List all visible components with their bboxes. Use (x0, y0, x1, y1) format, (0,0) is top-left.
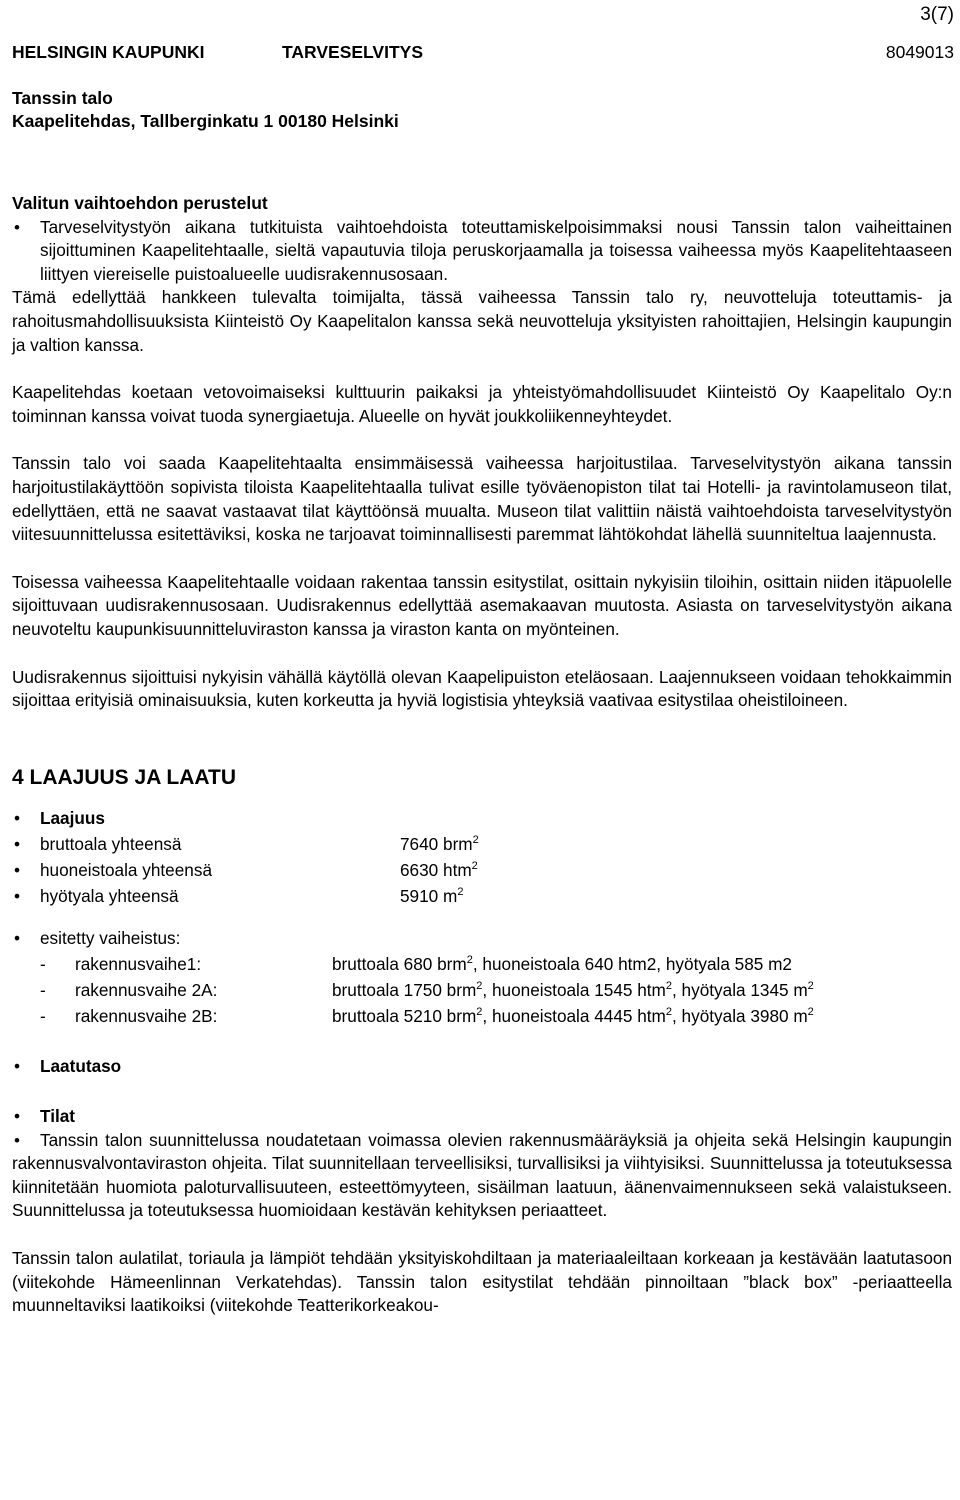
section-heading-laajuus-ja-laatu: 4 LAAJUUS JA LAATU (12, 765, 237, 789)
project-name: Tanssin talo (12, 88, 113, 108)
area-value (400, 860, 478, 880)
area-label: huoneistoala yhteensä (40, 859, 213, 880)
area-value-text: 7640 brm (400, 833, 473, 854)
phase-value-part: , hyötyala 3980 m (672, 1005, 808, 1026)
phase-value-part: bruttoala 1750 brm (332, 979, 477, 1000)
perustelut-list (12, 216, 952, 287)
phase-name: rakennusvaihe 2B: (75, 1005, 218, 1026)
phasing-label: esitetty vaiheistus: (40, 927, 181, 948)
phase-dash: - (40, 979, 46, 1000)
phase-value-part: bruttoala 680 brm (332, 953, 467, 974)
document-number: 8049013 (885, 42, 954, 62)
list-item (12, 805, 952, 831)
phase-value-part: , huoneistoala 640 htm2, hyötyala 585 m2 (472, 953, 792, 974)
area-row (12, 831, 952, 857)
phase-sup: 2 (807, 1005, 814, 1018)
area-label: hyötyala yhteensä (40, 885, 179, 906)
area-row (12, 857, 952, 883)
document-header (12, 42, 954, 64)
area-label: bruttoala yhteensä (40, 833, 182, 854)
tilat-bullet-list (12, 1129, 952, 1223)
laatutaso-list (12, 1053, 952, 1079)
spacer (12, 428, 952, 452)
list-item (12, 1129, 952, 1223)
phase-sup: 2 (476, 1005, 483, 1018)
organization-name: HELSINGIN KAUPUNKI (12, 42, 205, 62)
phase-value-part: bruttoala 5210 brm (332, 1005, 477, 1026)
area-value-text: 5910 m (400, 885, 458, 906)
phase-dash: - (40, 1005, 46, 1026)
list-item (12, 216, 952, 287)
spacer (12, 547, 952, 571)
phase-name: rakennusvaihe1: (75, 953, 202, 974)
spacer (12, 1223, 952, 1247)
area-row (12, 883, 952, 909)
phase-row (12, 1003, 952, 1029)
document-type: TARVESELVITYS (282, 42, 423, 62)
area-value-sup: 2 (471, 859, 478, 872)
spacer (12, 791, 952, 805)
spacer (12, 642, 952, 666)
paragraph-toisessa-vaiheessa: Toisessa vaiheessa Kaapelitehtaalle voidaan rakentaa tanssin esitystilat, osittain nykyisiin tiloihin, osittain niiden itäpuolelle sijoittuvaan uudisrakennusosaan. Uudisrakennus edellyttää asemakaavan muutosta. Asiasta on tarveselvitystyön aikana neuvoteltu kaupunkisuunnitteluviraston kanssa ja viraston kanta on myönteinen. (12, 571, 952, 639)
phasing-list (12, 925, 952, 951)
list-item (12, 925, 952, 951)
paragraph-kaapelitehdas: Kaapelitehdas koetaan vetovoimaiseksi kulttuurin paikaksi ja yhteistyömahdollisuudet Kiinteistö Oy Kaapelitalo Oy:n toiminnan kanssa voivat tuoda synergiaetuja. Alueelle on hyvät joukkoliikenneyhteydet. (12, 382, 952, 426)
area-value (400, 834, 479, 854)
perustelut-bullet-text: Tarveselvitystyön aikana tutkituista vaihtoehdoista toteuttamiskelpoisimmaksi nousi Tanssin talon vaiheittainen sijoittuminen Kaapelitehtaalle, sieltä vapautuvia tiloja peruskorjaamalla ja toisessa vaiheessa myös Kaapelitehtaaseen liittyen viereiselle puistoalueelle uudisrakennusosaan. (40, 216, 952, 284)
page-number: 3(7) (920, 4, 954, 25)
area-value-text: 6630 htm (400, 859, 472, 880)
phase-sup: 2 (665, 1005, 672, 1018)
spacer (12, 713, 952, 765)
phase-value-part: , hyötyala 1345 m (672, 979, 808, 1000)
area-value-sup: 2 (457, 885, 464, 898)
phase-row (12, 977, 952, 1003)
phase-sup: 2 (466, 953, 473, 966)
phase-value-part: , huoneistoala 1545 htm (482, 979, 666, 1000)
paragraph-uudisrakennus: Uudisrakennus sijoittuisi nykyisin vähällä käytöllä olevan Kaapelipuiston eteläosaan. Laajennukseen voidaan tehokkaimmin sijoittaa erityisiä ominaisuuksia, kuten korkeutta ja hyviä logistisia yhteyksiä vaativaa esitystilaa oheistiloineen. (12, 666, 952, 711)
project-address: Kaapelitehdas, Tallberginkatu 1 00180 Helsinki (12, 111, 399, 131)
phase-value-part: , huoneistoala 4445 htm (482, 1005, 666, 1026)
list-item (12, 1103, 952, 1129)
phase-row (12, 951, 952, 977)
area-value-sup: 2 (472, 833, 479, 846)
phase-name: rakennusvaihe 2A: (75, 979, 218, 1000)
laajuus-list (12, 805, 952, 909)
spacer (12, 909, 952, 925)
spacer (12, 1029, 952, 1053)
tilat-bullet-text: • Tanssin talon suunnittelussa noudatetaan voimassa olevien rakennusmääräyksiä ja ohjeita sekä Helsingin kaupungin rakennusvalvontaviraston ohjeita. Tilat suunnitellaan terveellisiksi, turvallisiksi ja viihtyisiksi. Suunnittelussa ja toteutuksessa kiinnitetään huomiota paloturvallisuuteen, esteettömyyteen, sisäilman laatuun, äänenvaimennukseen sekä valaistukseen. Suunnittelussa ja toteutuksessa huomioidaan kestävän kehityksen periaatteet. (12, 1129, 952, 1221)
spacer (12, 1079, 952, 1103)
phase-sup: 2 (476, 979, 483, 992)
phase-sup: 2 (665, 979, 672, 992)
tilat-label: Tilat (40, 1105, 76, 1126)
paragraph-aulatilat: Tanssin talon aulatilat, toriaula ja lämpiöt tehdään yksityiskohdiltaan ja materiaaleiltaan korkeaan ja kestävään laatutasoon (viitekohde Hämeenlinnan Verkatehdas). Tanssin talon esitystilat tehdään pinnoiltaan ”black box” -periaatteella muunneltaviksi laatikoiksi (viitekohde Teatterikorkeakou- (12, 1248, 952, 1316)
laatutaso-label: Laatutaso (40, 1055, 122, 1076)
paragraph-tama-edellyttaa: Tämä edellyttää hankkeen tulevalta toimijalta, tässä vaiheessa Tanssin talo ry, neuvotteluja toteuttamis- ja rahoitusmahdollisuuksista Kiinteistö Oy Kaapelitalon kanssa sekä neuvotteluja yksityisten rahoittajien, Helsingin kaupungin ja valtion kanssa. (12, 287, 952, 355)
phase-value (332, 1003, 814, 1029)
phase-dash: - (40, 953, 46, 974)
list-item (12, 1053, 952, 1079)
spacer (12, 357, 952, 381)
section-title-perustelut: Valitun vaihtoehdon perustelut (12, 193, 268, 213)
phase-value (332, 951, 792, 977)
area-value (400, 886, 463, 906)
main-content (12, 192, 952, 1318)
phase-value (332, 977, 814, 1003)
tilat-list (12, 1103, 952, 1129)
paragraph-harjoitustila: Tanssin talo voi saada Kaapelitehtaalta ensimmäisessä vaiheessa harjoitustilaa. Tarveselvitystyön aikana tanssin harjoitustilakäyttöön sopivista tiloista Kaapelitehtaalla tulivat esille työväenopiston tilat tai Hotelli- ja ravintolamuseon tilat, edellyttäen, että ne saavat vastaavat tilat käyttöönsä muualta. Museon tilat valittiin näistä vaihtoehdoista tarveselvitystyön viitesuunnittelussa esitettäviksi, koska ne tarjoavat toiminnallisesti paremmat lähtökohdat lähellä suunniteltua laajennusta. (12, 453, 952, 545)
laajuus-label: Laajuus (40, 807, 105, 828)
phase-sup: 2 (807, 979, 814, 992)
